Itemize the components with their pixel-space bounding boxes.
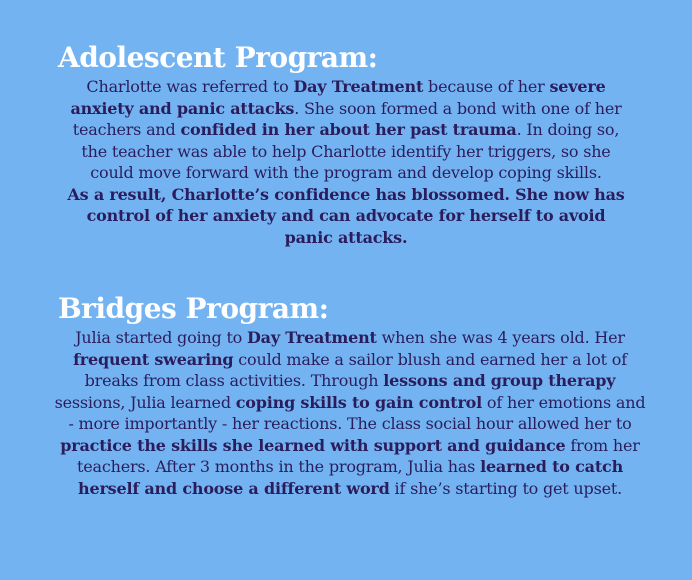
body-text: . She soon formed a bond with one of her teachers and <box>72 98 622 139</box>
body-text: Charlotte was referred to <box>86 77 294 96</box>
emphasized-text: lessons and group therapy <box>383 371 616 390</box>
body-text: Julia started going to <box>75 328 247 347</box>
body-text: . In doing so, the teacher was able to help Charlotte identify her triggers, so she could move forward with the program and develop coping skills. <box>81 120 620 182</box>
bridges-program-heading: Bridges Program: <box>58 292 329 325</box>
emphasized-text: confided in her about her past trauma <box>180 120 517 139</box>
adolescent-program-heading: Adolescent Program: <box>58 41 378 74</box>
emphasized-text: learned to catch herself and choose a different word <box>78 457 623 498</box>
body-text: of her emotions and - more importantly - her reactions. The class social hour allowed her to <box>68 392 646 433</box>
bridges-program-section <box>0 291 692 499</box>
body-text: could make a sailor blush and earned her a lot of breaks from class activities. Through <box>84 349 627 390</box>
body-text: when she was 4 years old. Her <box>376 328 625 347</box>
body-text: sessions, Julia learned <box>54 392 236 412</box>
emphasized-text: coping skills to gain control <box>235 392 483 412</box>
bridges-program-story <box>50 327 650 499</box>
emphasized-text: severe anxiety and panic attacks <box>70 77 606 118</box>
adolescent-outcome-paragraph: As a result, Charlotte’s confidence has blossomed. She now has control of her anxiety and can advocate for herself to avoid panic attacks. <box>67 184 625 247</box>
adolescent-story-paragraph <box>60 76 632 184</box>
body-text: from her teachers. After 3 months in the program, Julia has <box>77 435 640 476</box>
body-text: because of her <box>423 77 550 96</box>
emphasized-text: practice the skills she learned with support and guidance <box>60 435 566 455</box>
body-text: if she’s starting to get upset. <box>389 478 622 498</box>
emphasized-text: frequent swearing <box>73 349 234 369</box>
bridges-story-paragraph <box>50 327 650 499</box>
adolescent-program-section <box>0 40 692 248</box>
adolescent-program-story <box>60 76 632 248</box>
emphasized-text: Day Treatment <box>247 328 377 347</box>
emphasized-text: Day Treatment <box>293 77 424 96</box>
